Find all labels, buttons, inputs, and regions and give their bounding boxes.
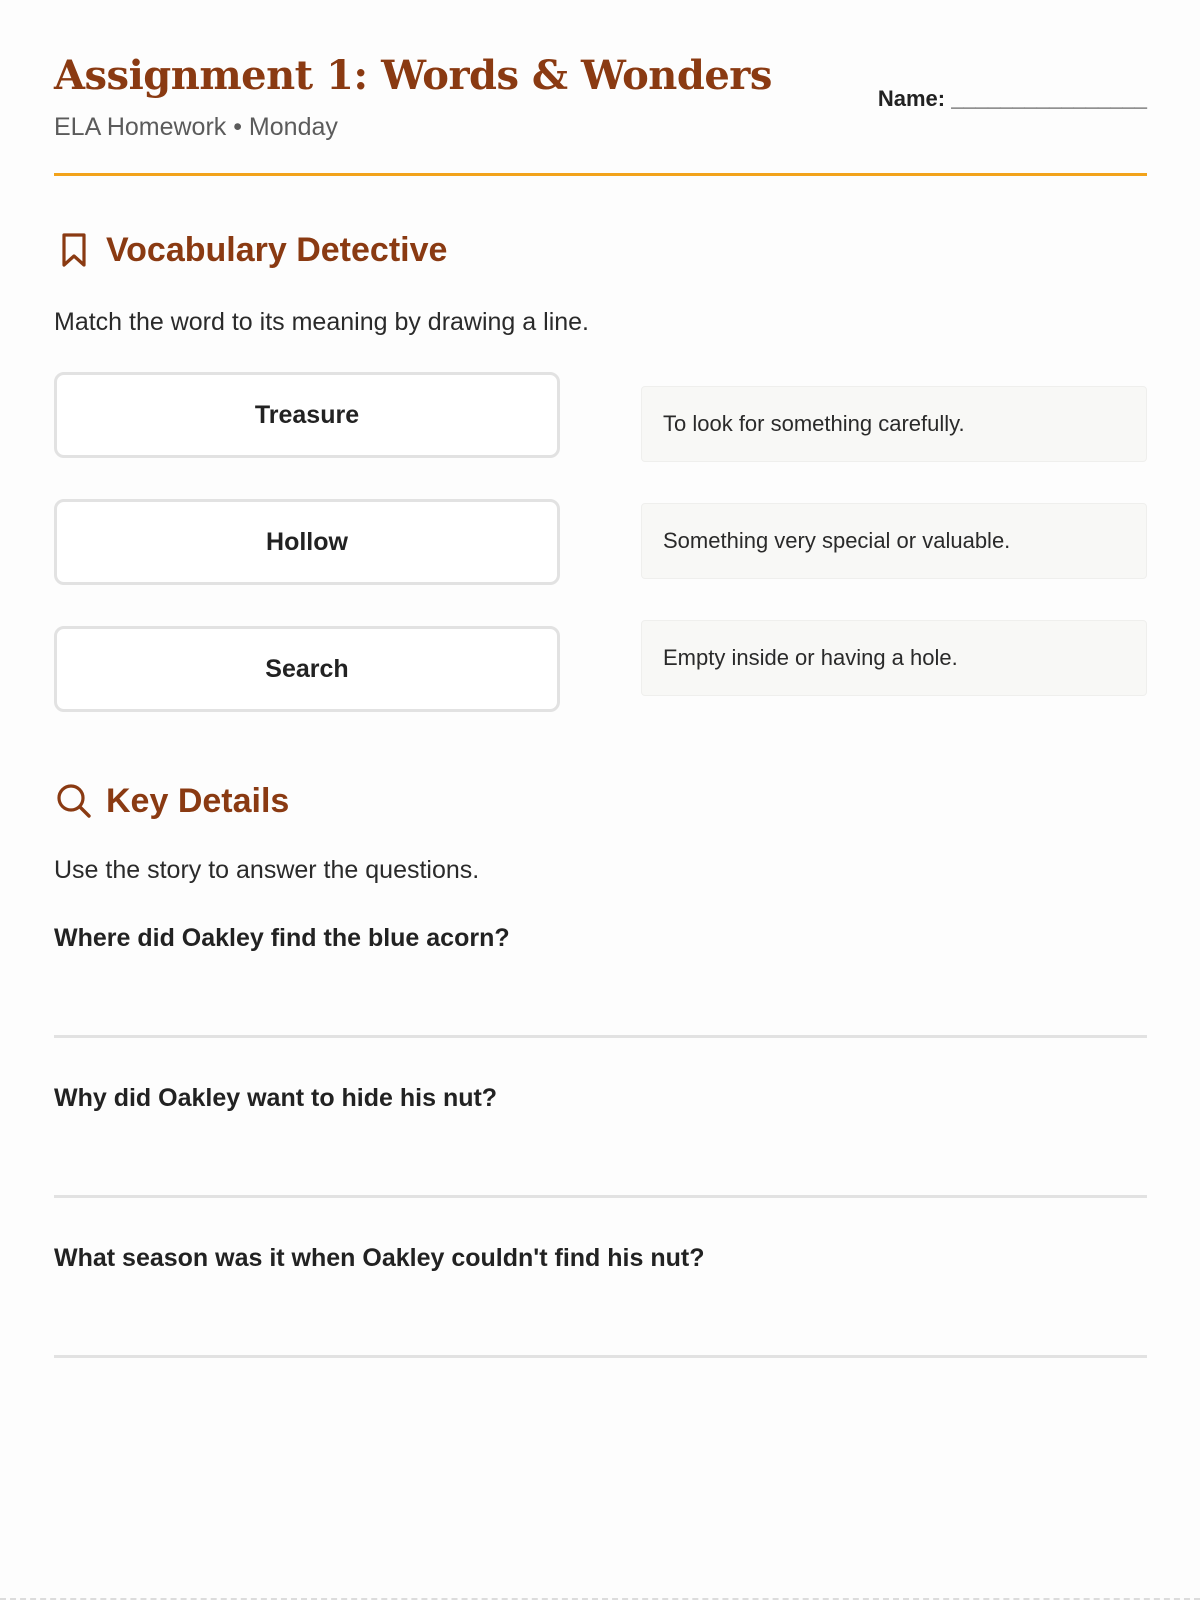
definition-box-1[interactable]: To look for something carefully. bbox=[641, 386, 1147, 462]
answer-line-2[interactable] bbox=[54, 1195, 1147, 1198]
search-icon bbox=[54, 781, 94, 821]
definition-box-3[interactable]: Empty inside or having a hole. bbox=[641, 620, 1147, 696]
question-3: What season was it when Oakley couldn't find his nut? bbox=[54, 1244, 705, 1272]
name-field[interactable]: Name: ________________ bbox=[877, 86, 1147, 111]
page-subtitle: ELA Homework • Monday bbox=[54, 113, 338, 141]
worksheet-page bbox=[54, 0, 1147, 1272]
answer-line-1[interactable] bbox=[54, 1035, 1147, 1038]
question-1: Where did Oakley find the blue acorn? bbox=[54, 924, 510, 952]
key-details-section-header bbox=[54, 779, 289, 823]
worksheet-header bbox=[54, 0, 1147, 176]
definition-box-2[interactable]: Something very special or valuable. bbox=[641, 503, 1147, 579]
word-box-search[interactable]: Search bbox=[54, 626, 560, 712]
page-title: Assignment 1: Words & Wonders bbox=[54, 52, 772, 99]
vocabulary-instruction: Match the word to its meaning by drawing a line. bbox=[54, 308, 589, 336]
key-details-section-title: Key Details bbox=[106, 781, 290, 820]
key-details-instruction: Use the story to answer the questions. bbox=[54, 856, 480, 884]
word-box-hollow[interactable]: Hollow bbox=[54, 499, 560, 585]
question-2: Why did Oakley want to hide his nut? bbox=[54, 1084, 498, 1112]
bookmark-icon bbox=[54, 230, 94, 270]
vocabulary-section-title: Vocabulary Detective bbox=[106, 230, 448, 269]
word-box-treasure[interactable]: Treasure bbox=[54, 372, 560, 458]
answer-line-3[interactable] bbox=[54, 1355, 1147, 1358]
vocabulary-section-header bbox=[54, 228, 447, 272]
